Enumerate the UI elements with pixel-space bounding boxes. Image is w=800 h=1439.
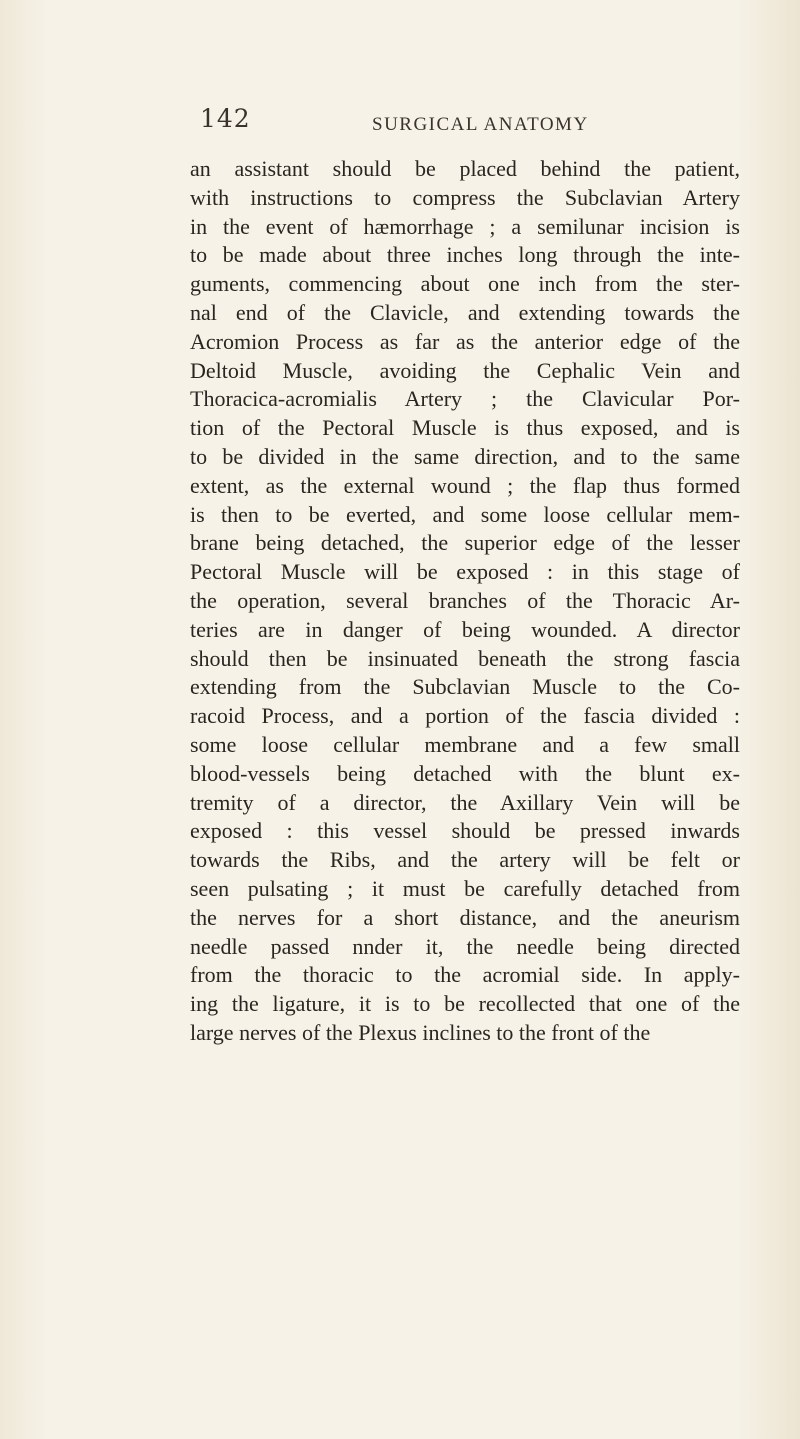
text-line: is then to be everted, and some loose cellular mem- bbox=[190, 501, 740, 527]
text-line: seen pulsating ; it must be carefully detached from bbox=[190, 875, 740, 901]
text-line: tion of the Pectoral Muscle is thus exposed, and is bbox=[190, 415, 740, 441]
text-line: from the thoracic to the acromial side. In apply- bbox=[190, 962, 740, 988]
text-line: towards the Ribs, and the artery will be felt or bbox=[190, 847, 740, 873]
text-line: needle passed nnder it, the needle being directed bbox=[190, 933, 740, 959]
text-line: extending from the Subclavian Muscle to the Co- bbox=[190, 674, 740, 700]
text-line: some loose cellular membrane and a few small bbox=[190, 731, 740, 757]
text-line: tremity of a director, the Axillary Vein will be bbox=[190, 789, 740, 815]
text-line: an assistant should be placed behind the patient, bbox=[190, 156, 740, 181]
text-line: ing the ligature, it is to be recollected that one of the bbox=[190, 991, 740, 1017]
text-line: guments, commencing about one inch from the ster- bbox=[190, 271, 740, 297]
text-line: extent, as the external wound ; the flap thus formed bbox=[190, 472, 740, 498]
body-text bbox=[190, 155, 740, 1048]
text-line: racoid Process, and a portion of the fascia divided : bbox=[190, 703, 740, 729]
text-line: to be divided in the same direction, and to the same bbox=[190, 443, 740, 469]
text-line: teries are in danger of being wounded. A director bbox=[190, 616, 740, 642]
text-line: blood-vessels being detached with the blunt ex- bbox=[190, 760, 740, 786]
text-line: should then be insinuated beneath the strong fascia bbox=[190, 645, 740, 671]
text-line: large nerves of the Plexus inclines to the front of the bbox=[190, 1019, 651, 1045]
text-line: the nerves for a short distance, and the aneurism bbox=[190, 904, 740, 930]
text-line: Thoracica-acromialis Artery ; the Clavicular Por- bbox=[190, 386, 740, 412]
text-line: with instructions to compress the Subclavian Artery bbox=[190, 184, 740, 210]
text-line: Acromion Process as far as the anterior edge of the bbox=[190, 328, 740, 354]
text-line: in the event of hæmorrhage ; a semilunar incision is bbox=[190, 213, 740, 239]
text-line: Pectoral Muscle will be exposed : in this stage of bbox=[190, 559, 740, 585]
text-line: Deltoid Muscle, avoiding the Cephalic Vein and bbox=[190, 357, 740, 383]
page-number: 142 bbox=[200, 104, 251, 133]
text-line: nal end of the Clavicle, and extending towards the bbox=[190, 299, 740, 325]
text-line: to be made about three inches long through the inte- bbox=[190, 242, 740, 268]
text-line: brane being detached, the superior edge of the lesser bbox=[190, 530, 740, 556]
running-head: SURGICAL ANATOMY bbox=[372, 114, 589, 135]
text-line: the operation, several branches of the Thoracic Ar- bbox=[190, 587, 740, 613]
text-line: exposed : this vessel should be pressed inwards bbox=[190, 818, 740, 844]
page-header bbox=[0, 104, 800, 144]
